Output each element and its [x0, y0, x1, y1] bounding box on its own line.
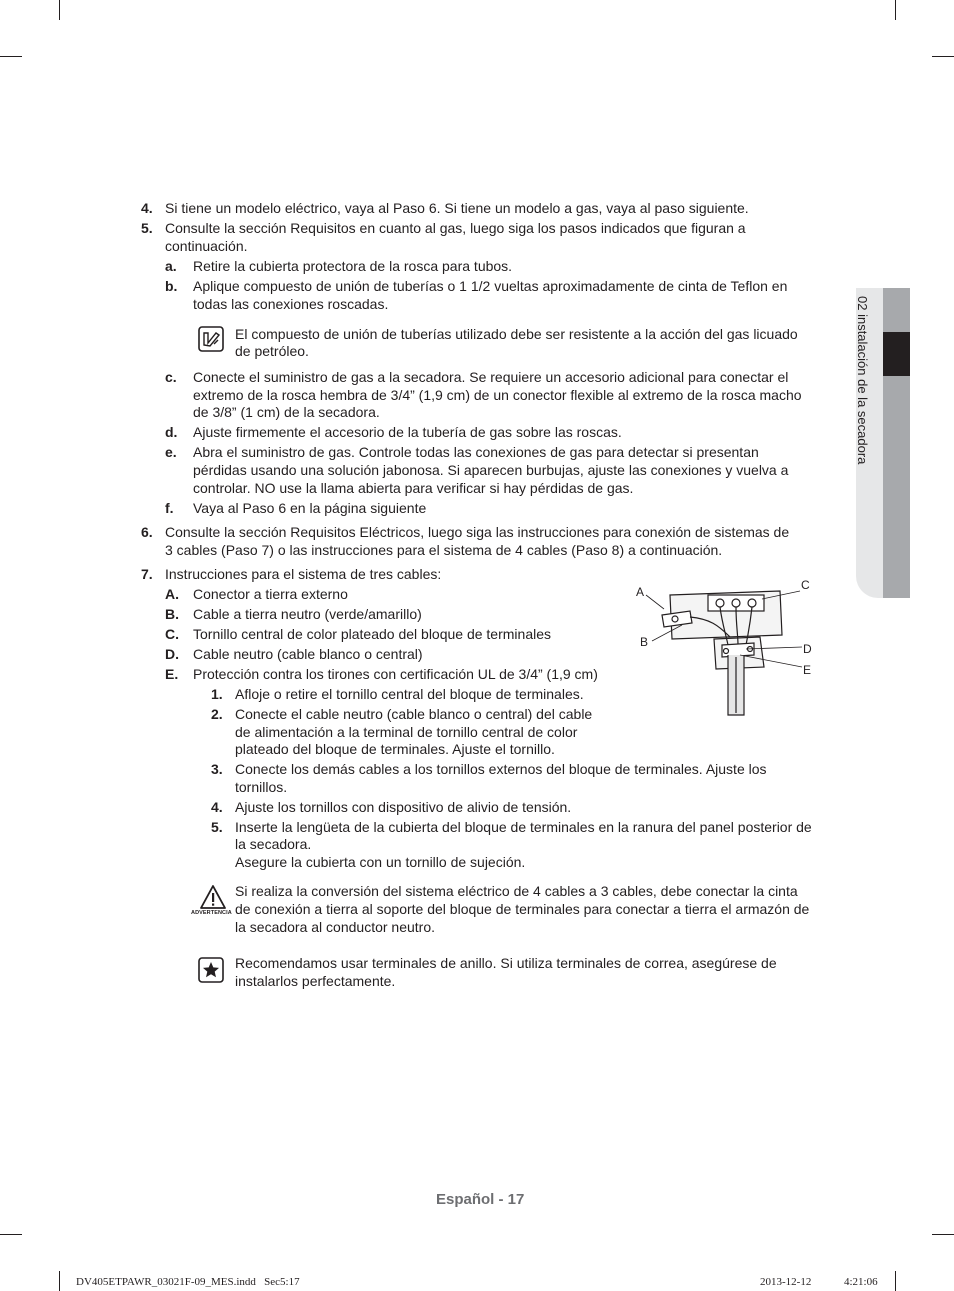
crop-mark [59, 1271, 60, 1291]
substep-letter: d. [165, 424, 178, 440]
part-text: Cable neutro (cable blanco o central) [193, 646, 423, 662]
instruction-text: la secadora. [235, 836, 312, 852]
warning-text: la secadora al conductor neutro. [235, 919, 436, 935]
note-icon [198, 326, 224, 352]
instruction-text: Conecte los demás cables a los tornillos externos del bloque de terminales. Ajuste los [235, 761, 767, 777]
slug-time: 4:21:06 [844, 1276, 878, 1288]
side-tab-label: 02 instalación de la secadora [855, 296, 870, 465]
tip-text: Recomendamos usar terminales de anillo. Si utiliza terminales de correa, asegúrese de [235, 955, 777, 971]
step-number: 6. [141, 524, 153, 540]
diagram-label-e: E [803, 663, 812, 677]
substep-text: Retire la cubierta protectora de la rosca para tubos. [193, 258, 513, 274]
substep-text: extremo de la rosca hembra de 3/4” (1,9 cm) de un conector flexible al extremo de la rosca macho [193, 387, 802, 403]
warning-icon-label: ADVERTENCIA [191, 910, 232, 916]
instruction-number: 4. [211, 799, 223, 815]
substep-letter: c. [165, 369, 177, 385]
step-text: Instrucciones para el sistema de tres cables: [165, 566, 442, 582]
file-slug: DV405ETPAWR_03021F-09_MES.indd Sec5:17 [76, 1276, 300, 1288]
substep-text: Aplique compuesto de unión de tuberías o 1 1/2 vueltas aproximadamente de cinta de Teflon en [193, 278, 788, 294]
instruction-text: Afloje o retire el tornillo central del bloque de terminales. [235, 686, 584, 702]
diagram-label-d: D [803, 642, 812, 656]
star-icon [198, 957, 224, 983]
diagram-label-a: A [636, 585, 645, 599]
diagram-label-c: C [801, 578, 810, 592]
step-text: 3 cables (Paso 7) o las instrucciones para el sistema de 4 cables (Paso 8) a continuación. [165, 542, 723, 558]
warning-text: Si realiza la conversión del sistema eléctrico de 4 cables a 3 cables, debe conectar la cinta [235, 883, 798, 899]
substep-letter: e. [165, 444, 177, 460]
crop-mark [59, 0, 60, 20]
step-number: 5. [141, 220, 153, 236]
page-number: Español - 17 [436, 1191, 525, 1208]
part-letter: C. [165, 626, 179, 642]
substep-text: de 3/8” (1 cm) de la secadora. [193, 404, 380, 420]
part-text: Tornillo central de color plateado del bloque de terminales [193, 626, 551, 642]
step-text: Consulte la sección Requisitos Eléctricos, luego siga las instrucciones para conexión de sistemas de [165, 524, 790, 540]
instruction-number: 3. [211, 761, 223, 777]
instruction-text: de alimentación a la terminal de tornillo central de color [235, 724, 578, 740]
instruction-text: Conecte el cable neutro (cable blanco o central) del cable [235, 706, 593, 722]
warning-text: de conexión a tierra al soporte del bloque de terminales para conectar a tierra el armazón de [235, 901, 810, 917]
instruction-text: tornillos. [235, 779, 288, 795]
warning-icon [193, 884, 233, 920]
instruction-number: 2. [211, 706, 223, 722]
substep-text: Vaya al Paso 6 en la página siguiente [193, 500, 427, 516]
instruction-text: Ajuste los tornillos con dispositivo de alivio de tensión. [235, 799, 572, 815]
substep-text: pérdidas usando una solución jabonosa. Si aparecen burbujas, ajuste las conexiones y vuelva a [193, 462, 789, 478]
part-letter: B. [165, 606, 179, 622]
substep-text: Ajuste firmemente el accesorio de la tubería de gas sobre las roscas. [193, 424, 622, 440]
note-text: de petróleo. [235, 343, 309, 359]
instruction-text: Asegure la cubierta con un tornillo de sujeción. [235, 854, 526, 870]
substep-text: Abra el suministro de gas. Controle todas las conexiones de gas para detectar si presentan [193, 444, 759, 460]
instruction-number: 1. [211, 686, 223, 702]
instruction-text: plateado del bloque de terminales. Ajuste el tornillo. [235, 741, 555, 757]
step-text: Si tiene un modelo eléctrico, vaya al Paso 6. Si tiene un modelo a gas, vaya al paso siguiente. [165, 200, 749, 216]
substep-text: controlar. NO use la llama abierta para verificar si hay pérdidas de gas. [193, 480, 634, 496]
crop-mark [895, 0, 896, 20]
crop-mark [895, 1271, 896, 1291]
part-letter: A. [165, 586, 179, 602]
substep-text: todas las conexiones roscadas. [193, 296, 389, 312]
substep-letter: f. [165, 500, 174, 516]
step-text: Consulte la sección Requisitos en cuanto al gas, luego siga los pasos indicados que figuran a [165, 220, 746, 236]
part-letter: D. [165, 646, 179, 662]
step-text: continuación. [165, 238, 248, 254]
part-letter: E. [165, 666, 179, 682]
substep-letter: b. [165, 278, 178, 294]
side-tab-marker [883, 332, 910, 376]
tip-text: instalarlos perfectamente. [235, 973, 396, 989]
instruction-number: 5. [211, 819, 223, 835]
part-text: Cable a tierra neutro (verde/amarillo) [193, 606, 422, 622]
slug-date: 2013-12-12 [760, 1276, 812, 1288]
crop-mark [932, 1234, 954, 1235]
step-number: 7. [141, 566, 153, 582]
substep-letter: a. [165, 258, 177, 274]
substep-text: Conecte el suministro de gas a la secadora. Se requiere un accesorio adicional para conectar el [193, 369, 789, 385]
crop-mark [932, 56, 954, 57]
part-text: Protección contra los tirones con certificación UL de 3/4” (1,9 cm) [193, 666, 598, 682]
crop-mark [0, 56, 22, 57]
diagram-label-b: B [640, 635, 649, 649]
crop-mark [0, 1234, 22, 1235]
terminal-block-diagram [630, 575, 820, 725]
instruction-text: Inserte la lengüeta de la cubierta del bloque de terminales en la ranura del panel posterior de [235, 819, 812, 835]
note-text: El compuesto de unión de tuberías utilizado debe ser resistente a la acción del gas licuado [235, 326, 798, 342]
part-text: Conector a tierra externo [193, 586, 348, 602]
step-number: 4. [141, 200, 153, 216]
